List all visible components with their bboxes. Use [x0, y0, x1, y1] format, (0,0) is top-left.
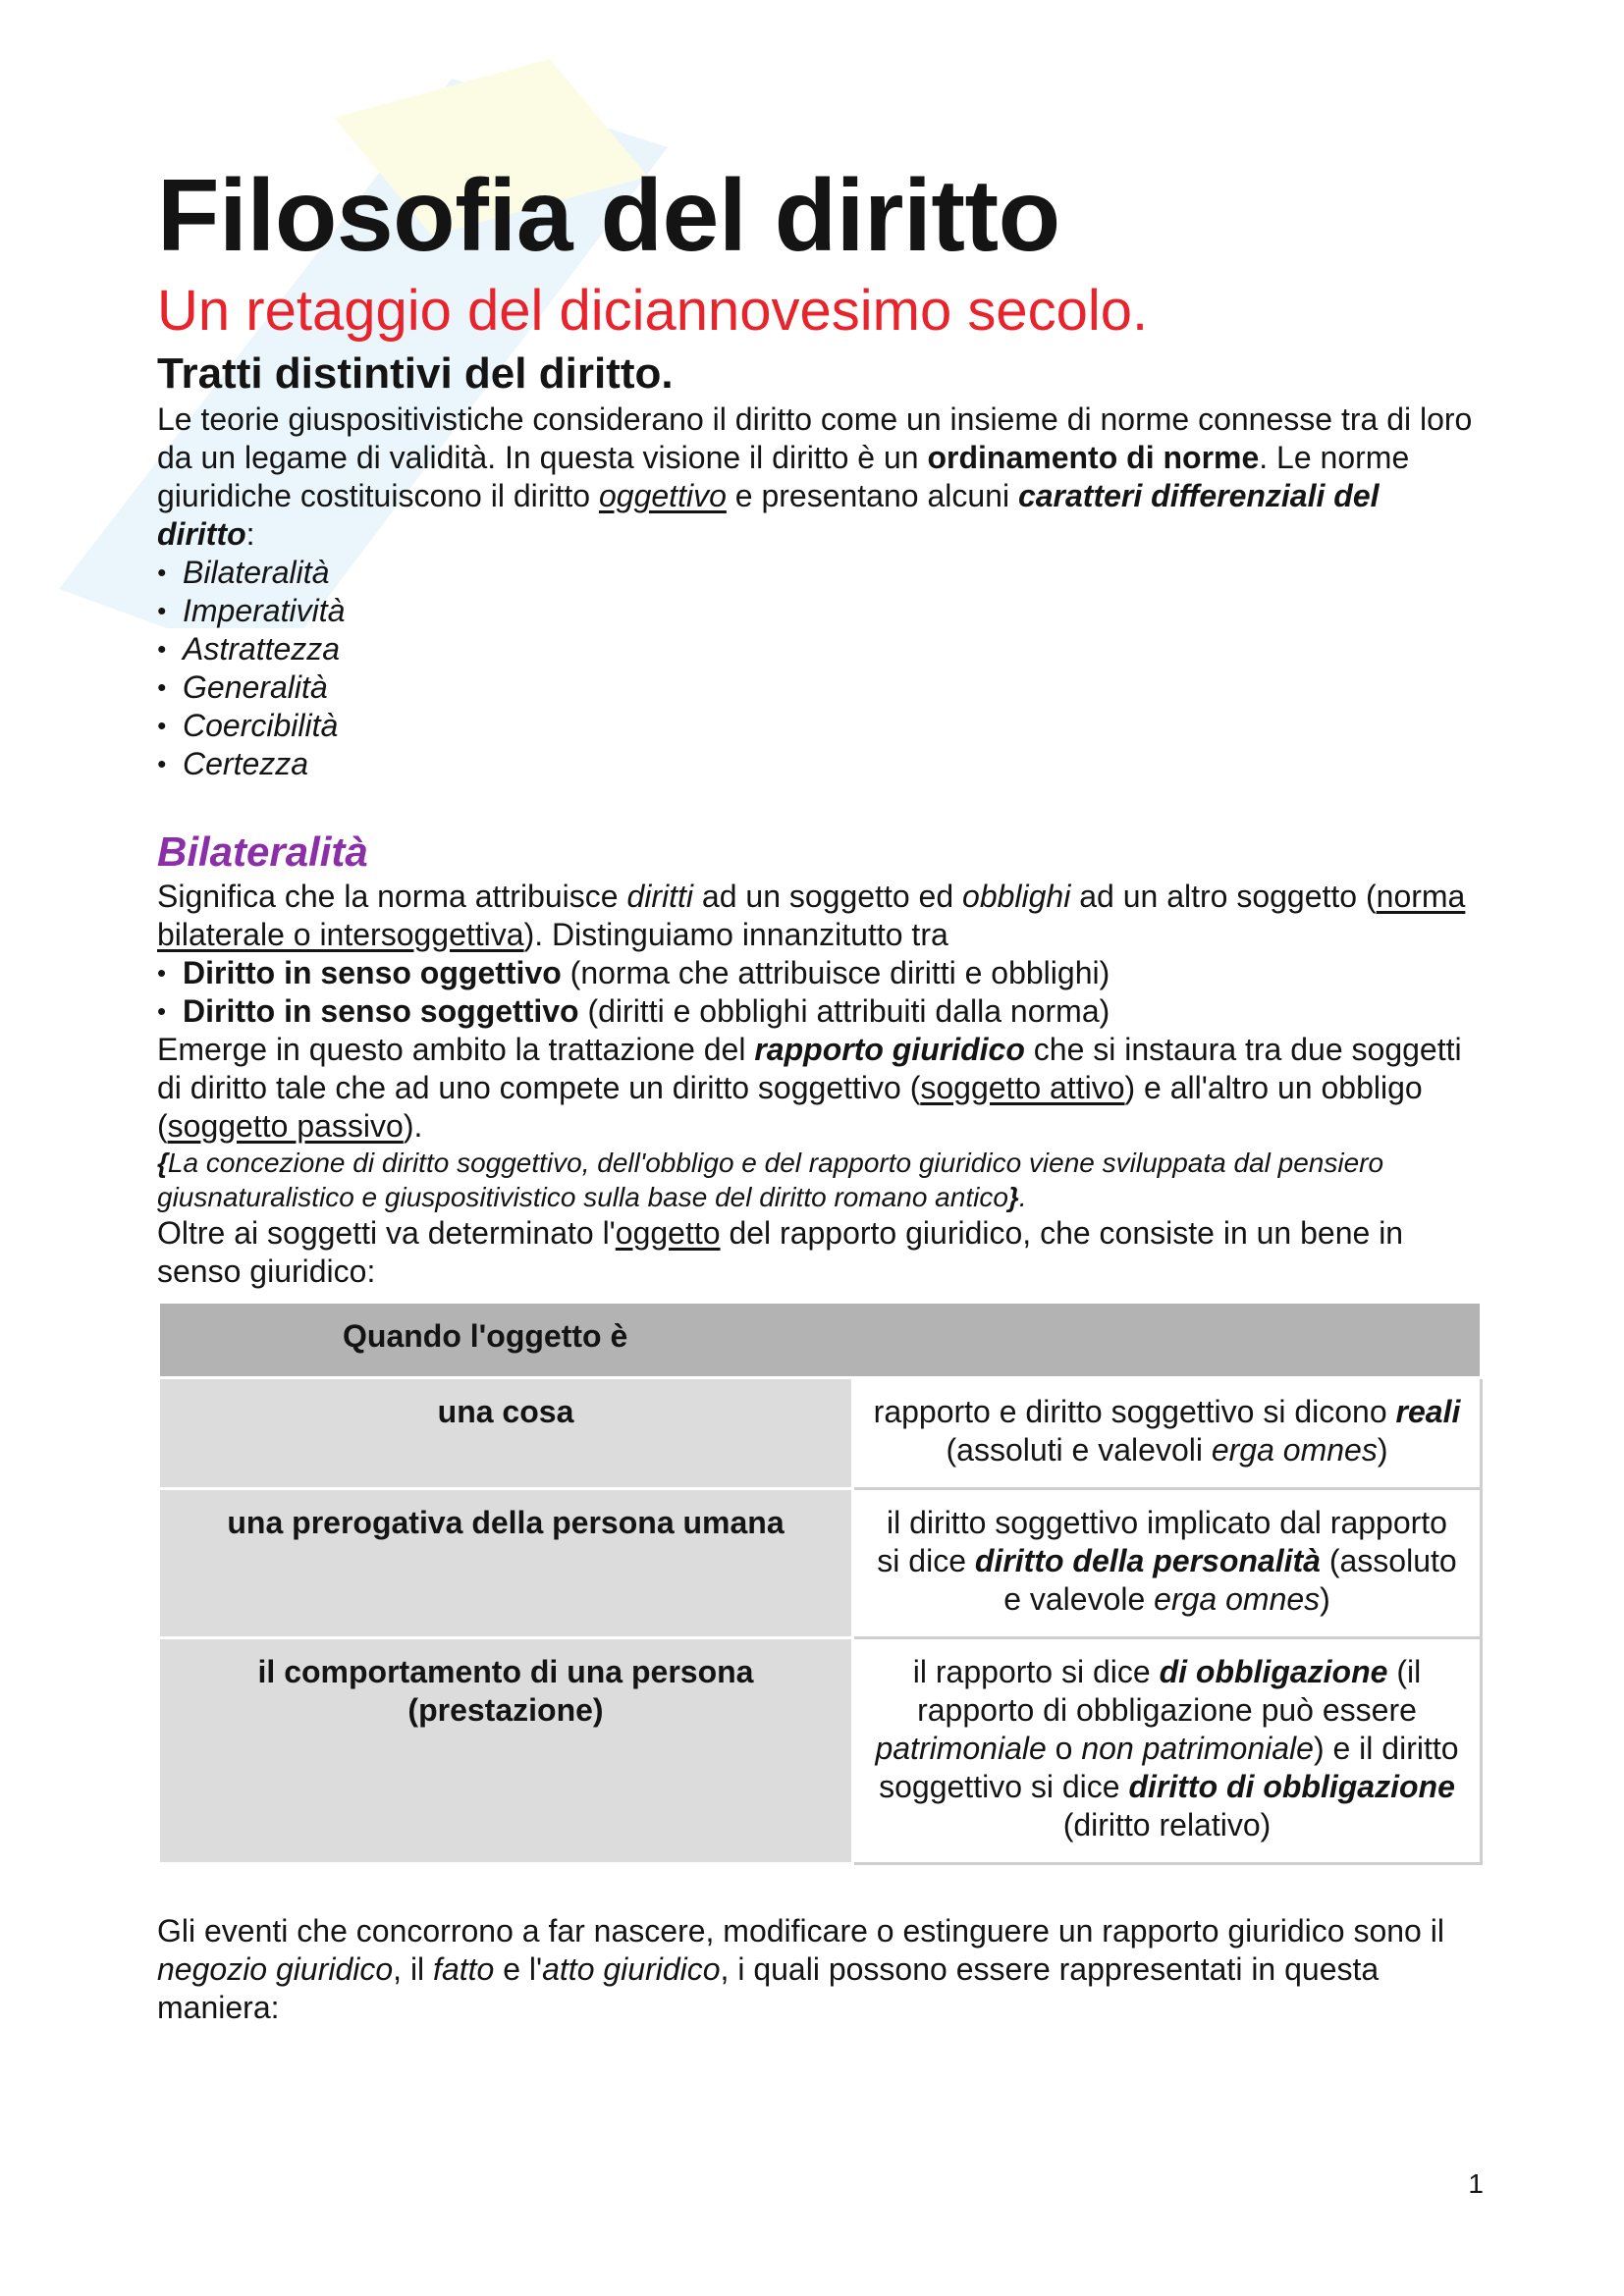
list-item: • Imperatività [157, 592, 1483, 630]
table-header: Quando l'oggetto è [159, 1303, 1482, 1378]
table-row [159, 1489, 1482, 1638]
closing-paragraph: Gli eventi che concorrono a far nascere, modificare o estinguere un rapporto giuridico sono il negozio giuridico, il fatto e l'atto giuridico, i quali possono essere rappresentati in questa maniera: [157, 1913, 1444, 2025]
table-row [159, 1638, 1482, 1864]
document-page [157, 157, 1483, 2027]
list-item: • Certezza [157, 745, 1483, 783]
note-paragraph: {La concezione di diritto soggettivo, dell'obbligo e del rapporto giuridico viene sviluppata dal pensiero giusnaturalistico e giuspositivistico sulla base del diritto romano antico}. [157, 1148, 1384, 1212]
list-item: • Bilateralità [157, 554, 1483, 592]
list-item: • Diritto in senso soggettivo (diritti e obblighi attribuiti dalla norma) [157, 992, 1483, 1031]
page-number: 1 [1468, 2168, 1484, 2199]
oggetto-paragraph: Oltre ai soggetti va determinato l'oggetto del rapporto giuridico, che consiste in un bene in senso giuridico: [157, 1215, 1404, 1289]
intro-paragraph: Le teorie giuspositivistiche considerano il diritto come un insieme di norme connesse tra di loro da un legame di validità. In questa visione il diritto è un ordinamento di norme. Le norme giuridiche costituiscono il diritto oggettivo e presentano alcuni caratteri differenziali del diritto: [157, 401, 1473, 552]
oggetto-table [157, 1301, 1483, 1865]
list-item: • Coercibilità [157, 707, 1483, 745]
table-cell-right: il diritto soggettivo implicato dal rapporto si dice diritto della personalità (assoluto e valevole erga omnes) [853, 1489, 1482, 1638]
table-cell-left: una prerogativa della persona umana [159, 1489, 853, 1638]
diritto-list [157, 954, 1483, 1031]
list-item: • Astrattezza [157, 630, 1483, 668]
table-header-row [159, 1303, 1482, 1378]
table-cell-right: rapporto e diritto soggettivo si dicono reali (assoluti e valevoli erga omnes) [853, 1378, 1482, 1489]
section-heading-tratti: Tratti distintivi del diritto. [157, 349, 674, 398]
table-cell-left: una cosa [159, 1378, 853, 1489]
table-cell-right: il rapporto si dice di obbligazione (il rapporto di obbligazione può essere patrimoniale o non patrimoniale) e il diritto soggettivo si dice diritto di obbligazione (diritto relativo) [853, 1638, 1482, 1864]
document-subtitle: Un retaggio del diciannovesimo secolo. [157, 279, 1149, 343]
rapporto-paragraph: Emerge in questo ambito la trattazione del rapporto giuridico che si instaura tra due soggetti di diritto tale che ad uno compete un diritto soggettivo (soggetto attivo) e all'altro un obbligo (soggetto passivo). [157, 1032, 1462, 1144]
section-heading-bilateralita: Bilateralità [157, 828, 368, 875]
table-cell-left: il comportamento di una persona (prestazione) [159, 1638, 853, 1864]
list-item: • Diritto in senso oggettivo (norma che attribuisce diritti e obblighi) [157, 954, 1483, 992]
list-item: • Generalità [157, 668, 1483, 707]
characteristics-list [157, 554, 1483, 783]
bilateralita-paragraph: Significa che la norma attribuisce diritti ad un soggetto ed obblighi ad un altro soggetto (norma bilaterale o intersoggettiva). Distinguiamo innanzitutto tra [157, 879, 1466, 952]
document-title: Filosofia del diritto [157, 159, 1060, 273]
table-row [159, 1378, 1482, 1489]
